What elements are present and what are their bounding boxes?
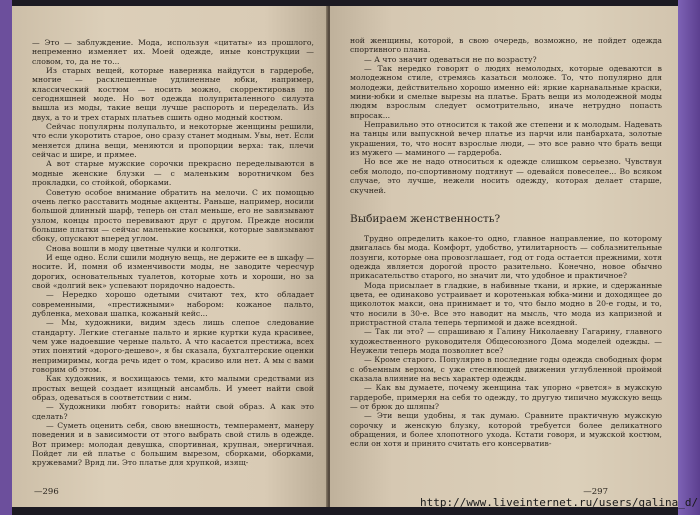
paragraph: Но все же не надо относиться к одежде слишком серьезно. Чувствуя себя молодо, по-спортивному подтянут — одевайся повеселее... Во всяком случае, это лучше, нежели носить одежду, которая делает старше, скучней. bbox=[350, 157, 662, 195]
paragraph: Сейчас популярны полупальто, и некоторые женщины решили, что если укоротить старое, оно сразу станет модным. Увы, нет. Если меняется длина вещи, меняются и пропорции верха: так, плечи сейчас и шире, и прямее. bbox=[32, 122, 314, 160]
right-page-text bbox=[350, 36, 662, 449]
section-heading: Выбираем женственность? bbox=[350, 212, 501, 225]
paragraph: — Кроме старого. Популярно в последние годы одежда свободных форм с объемным верхом, с уже стесняющей движения углубленной проймой сказала влияние на весь характер одежды. bbox=[350, 355, 662, 383]
paragraph: А вот старые мужские сорочки прекрасно переделываются в модные женские блузки — с маленьким воротничком без прокладки, со стойкой, оборками. bbox=[32, 159, 314, 188]
paragraph: — Нередко хорошо одетыми считают тех, кто обладает современными, «престижными» набором: кожаное пальто, дубленка, меховая шапка, кожаный кейс... bbox=[32, 290, 314, 318]
paragraph: — Суметь оценить себя, свою внешность, темперамент, манеру поведения и в зависимости от этого выбрать свой стиль в одежде. Вот пример: молодая девушка, спортивная, крупная, энергичная. Пойдет ли ей платье с большим вырезом, сборками, оборками, кружевами? Вряд ли. Это платье для хрупкой, изящ- bbox=[32, 421, 314, 468]
paragraph: Из старых вещей, которые наверняка найдутся в гардеробе, многие — расклешенные удлиненные юбки, например, классический костюм — носить можно, скорректировав по сегодняшней моде. Но вот одежда полуприталенного силуэта вышла из моды, такие вещи лучше распороть и переделать. Из двух, а то и трех старых платьев сшить одно модный костюм. bbox=[32, 66, 314, 122]
paragraph: — Как вы думаете, почему женщина так упорно «рвется» в мужскую гардеробе, примеряя на себя то одежду, то другую типично мужскую вещь — от брюк до шляпы? bbox=[350, 383, 662, 412]
paragraph: — А что значит одеваться не по возрасту? bbox=[364, 54, 537, 64]
paragraph: — Так нередко говорят о людях немолодых, которые одеваются в молодежном стиле, стремясь казаться моложе. То, что популярно для молодежи, действительно хорошо именно ей: яркие карнавальные краски, мини-юбки и смелые вырезы на платье. Брать вещи из молодежной моды людям взрослым следует осмотрительно, иначе нетрудно попасть впросак... bbox=[350, 64, 662, 120]
paragraph: — Это — заблуждение. Мода, используя «цитаты» из прошлого, непременно изменяет их. Моей одежде, иные конструкции — словом, то, да не то... bbox=[32, 38, 314, 66]
left-page bbox=[12, 6, 328, 507]
paragraph: И еще одно. Если сшили модную вещь, не держите ее в шкафу — носите. И, помня об изменчивости моды, не заводите чересчур дорогих, основательных туалетов, которые хоть и хороши, но за свой «долгий век» успевают порядочно надоесть. bbox=[32, 252, 314, 290]
paragraph: Неправильно это относится к такой же степени и к молодым. Надевать на танцы или выпускной вечер платье из парчи или панбархата, золотые украшения, то, что носят взрослые люди, — это все равно что брать вещи из мужего — маминого — гардероба. bbox=[350, 120, 662, 158]
paragraph: — Мы, художники, видим здесь лишь слепое следование стандарту. Легкие стеганые пальто и яркие куртки куда красивее, чем уже надоевшие черные пальто. А что касается престижа, всех этих понятий «дорого-дешево», я бы сказала, бухгалтерские оценки непримиримы, когда речь идет о том, красиво или нет. А мы с вами говорим об этом. bbox=[32, 318, 314, 375]
paragraph: Снова вошли в моду цветные чулки и колготки. bbox=[46, 243, 241, 253]
paragraph: — Эти вещи удобны, я так думаю. Сравните практичную мужскую сорочку и женскую блузку, которой требуется более деликатного обращения, и более хлопотного ухода. Кстати говоря, и мужской костюм, если он хотя и принято считать его консерватив- bbox=[350, 411, 662, 449]
page-number-left: —296 bbox=[34, 487, 59, 497]
watermark-url: http://www.liveinternet.ru/users/galina_d/ bbox=[420, 496, 699, 509]
page-number-right: —297 bbox=[583, 487, 608, 497]
right-page bbox=[330, 6, 678, 507]
paragraph: — Художники любят говорить: найти свой образ. А как это сделать? bbox=[32, 402, 314, 421]
paragraph: ной женщины, которой, в свою очередь, возможно, не пойдет одежда спортивного плана. bbox=[350, 36, 662, 55]
paragraph: Как художник, я восхищаюсь теми, кто малыми средствами из простых вещей создает изящный ансамбль. И умеет найти свой образ, одеваться в соответствии с ним. bbox=[32, 374, 314, 403]
left-page-text bbox=[32, 38, 314, 468]
paragraph: Трудно определить какое-то одно, главное направление, по которому двигалась бы мода. Комфорт, удобство, утилитарность — соблазнительные лозунги, которые она провозглашает, год от года остается прежними, хотя одежда является дорогой просто разительно. Конечно, новое обычно прикасательство старого, но значит ли, что удобное и практичное? bbox=[350, 233, 662, 281]
paragraph: Советую особое внимание обратить на мелочи. С их помощью очень легко расставить модные акценты. Раньше, например, носили большой длинный шарф, теперь он стал меньше, его не завязывают узлом, концы просто перевивают друг с другом. Прежде носили большие платки — сейчас маленькие косынки, которые завязывают сбоку, опускают вперед углом. bbox=[32, 187, 314, 244]
book-cover-right-edge bbox=[678, 0, 700, 515]
paragraph: — Так ли это? — спрашиваю я Галину Николаевну Гагарину, главного художественного руководителя Общесоюзного Дома моделей одежды. — Неужели теперь мода позволяет все? bbox=[350, 327, 662, 355]
book-cover-left-edge bbox=[0, 0, 12, 515]
paragraph: Мода присылает в гладкие, в набивные ткани, и яркие, и сдержанные цвета, ее одинаково устраивает и коротенькая юбка-мини и доходящее до щиколоток макси, она принимает и то, что было модно в 20-е годы, и то, что носили в 30-е. Все это наводит на мысль, что мода из капризной и пристрастной стала теперь терпимой и даже всеядной. bbox=[350, 280, 662, 327]
